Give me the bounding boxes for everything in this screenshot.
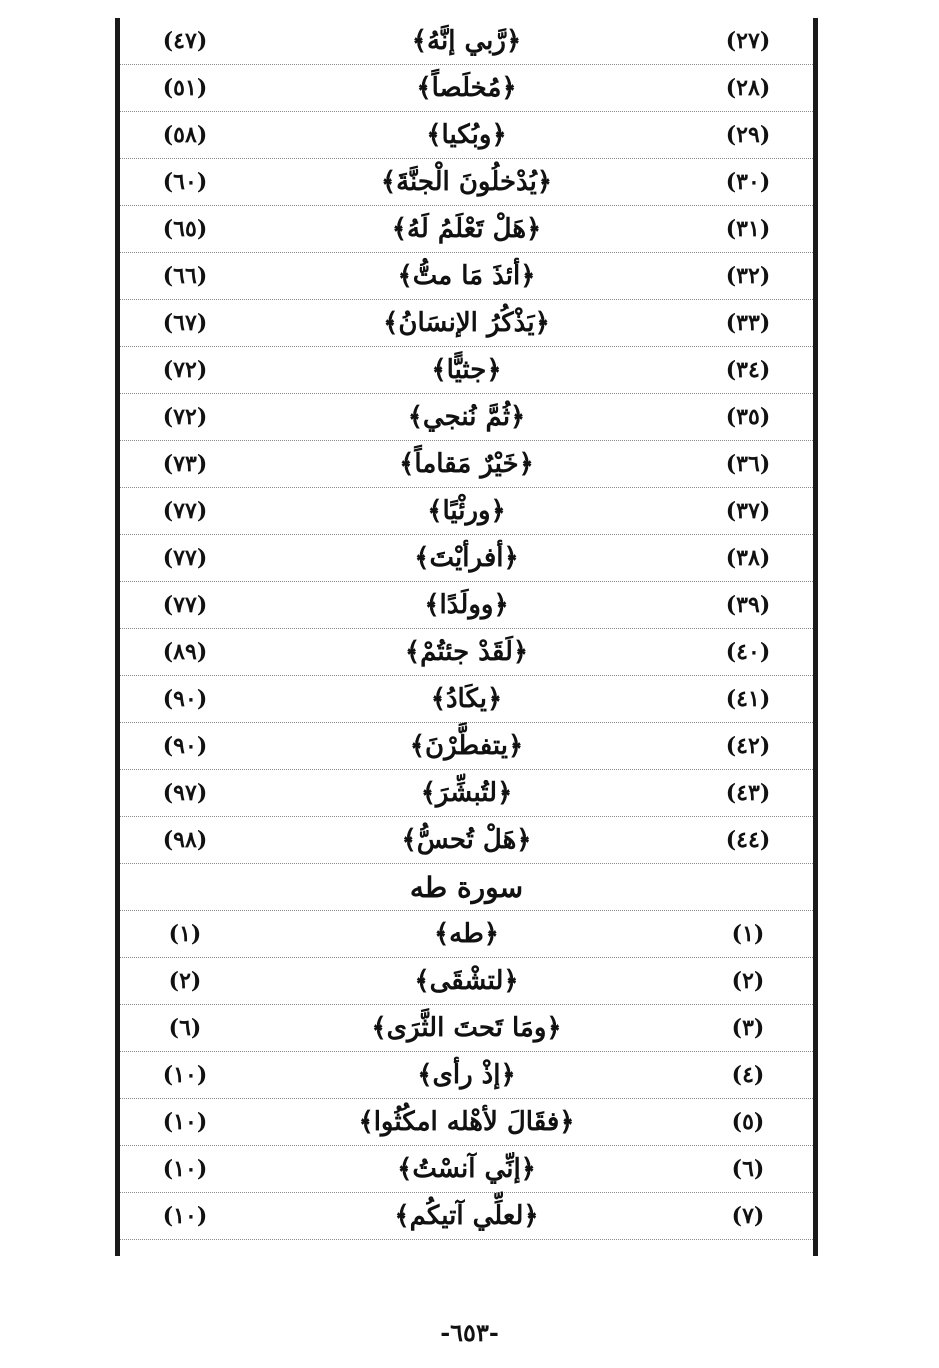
- quran-word: ﴿يَذْكُرُ الإنسَانُ﴾: [383, 308, 550, 338]
- quran-word: ﴿لعلِّي آتيكُم﴾: [394, 1201, 539, 1231]
- entry-number: (٢): [731, 968, 765, 994]
- table-row: [120, 206, 813, 253]
- table-row: [120, 1099, 813, 1146]
- table-row: [120, 112, 813, 159]
- index-group-taha: [120, 911, 813, 1240]
- quran-word: ﴿جثيًّا﴾: [431, 355, 502, 385]
- verse-number: (١): [168, 921, 202, 947]
- page-frame: [115, 18, 818, 1256]
- entry-number: (٣٧): [725, 498, 771, 524]
- entry-number: (٣٥): [725, 404, 771, 430]
- table-row: [120, 394, 813, 441]
- verse-number: (٥١): [162, 75, 208, 101]
- entry-number: (٣٦): [725, 451, 771, 477]
- verse-number: (٦٦): [162, 263, 208, 289]
- verse-number: (٧٢): [162, 357, 208, 383]
- verse-number: (٧٧): [162, 545, 208, 571]
- surah-heading: سورة طه: [409, 870, 524, 904]
- entry-number: (٣١): [725, 216, 771, 242]
- table-row: [120, 253, 813, 300]
- verse-number: (٢): [168, 968, 202, 994]
- table-row: [120, 723, 813, 770]
- quran-word: ﴿طه﴾: [433, 919, 500, 949]
- entry-number: (٣٢): [725, 263, 771, 289]
- verse-number: (١٠): [162, 1109, 208, 1135]
- verse-number: (١٠): [162, 1156, 208, 1182]
- entry-number: (٤): [731, 1062, 765, 1088]
- entry-number: (٣٤): [725, 357, 771, 383]
- table-row: [120, 1005, 813, 1052]
- table-row: [120, 300, 813, 347]
- verse-number: (٧٧): [162, 592, 208, 618]
- entry-number: (٣٣): [725, 310, 771, 336]
- verse-number: (٩٠): [162, 733, 208, 759]
- table-row: [120, 770, 813, 817]
- verse-number: (٦): [168, 1015, 202, 1041]
- index-table: [120, 18, 813, 1240]
- table-row: [120, 1146, 813, 1193]
- entry-number: (٤١): [725, 686, 771, 712]
- table-row: [120, 65, 813, 112]
- entry-number: (٢٧): [725, 28, 771, 54]
- entry-number: (٣٠): [725, 169, 771, 195]
- entry-number: (٧): [731, 1203, 765, 1229]
- quran-word: ﴿فقَالَ لأهْله امكُثُوا﴾: [358, 1107, 575, 1137]
- table-row: [120, 817, 813, 864]
- verse-number: (٧٢): [162, 404, 208, 430]
- entry-number: (٣): [731, 1015, 765, 1041]
- entry-number: (١): [731, 921, 765, 947]
- verse-number: (٦٠): [162, 169, 208, 195]
- table-row: [120, 535, 813, 582]
- table-row: [120, 582, 813, 629]
- quran-word: ﴿لتُبشِّرَ﴾: [420, 778, 513, 808]
- quran-word: ﴿مُخلَصاً﴾: [416, 73, 517, 103]
- quran-word: ﴿هَلْ تُحسُّ﴾: [401, 825, 532, 855]
- verse-number: (٩٠): [162, 686, 208, 712]
- table-row: [120, 488, 813, 535]
- table-row: [120, 159, 813, 206]
- surah-heading-row: [120, 864, 813, 911]
- entry-number: (٤٢): [725, 733, 771, 759]
- entry-number: (٥): [731, 1109, 765, 1135]
- table-row: [120, 958, 813, 1005]
- table-row: [120, 1052, 813, 1099]
- quran-word: ﴿ورئْيًا﴾: [427, 496, 506, 526]
- table-row: [120, 18, 813, 65]
- quran-word: ﴿لَقَدْ جئتُمْ﴾: [404, 637, 529, 667]
- entry-number: (٤٠): [725, 639, 771, 665]
- quran-word: ﴿يُدْخلُونَ الْجنَّةَ﴾: [380, 167, 553, 197]
- table-row: [120, 347, 813, 394]
- verse-number: (٩٨): [162, 827, 208, 853]
- quran-word: ﴿يكَادُ﴾: [430, 684, 503, 714]
- verse-number: (٥٨): [162, 122, 208, 148]
- verse-number: (١٠): [162, 1203, 208, 1229]
- entry-number: (٣٩): [725, 592, 771, 618]
- entry-number: (٢٩): [725, 122, 771, 148]
- quran-word: ﴿لتشْقَى﴾: [414, 966, 519, 996]
- quran-word: ﴿ثُمَّ نُنجي﴾: [407, 402, 526, 432]
- verse-number: (٩٧): [162, 780, 208, 806]
- verse-number: (٦٧): [162, 310, 208, 336]
- right-border-rule: [813, 18, 818, 1256]
- entry-number: (٢٨): [725, 75, 771, 101]
- quran-word: ﴿أئذَ مَا متُّ﴾: [397, 261, 536, 291]
- table-row: [120, 676, 813, 723]
- entry-number: (٣٨): [725, 545, 771, 571]
- verse-number: (٨٩): [162, 639, 208, 665]
- page-number: -٦٥٣-: [440, 1318, 499, 1347]
- entry-number: (٦): [731, 1156, 765, 1182]
- verse-number: (١٠): [162, 1062, 208, 1088]
- quran-word: ﴿وبُكيا﴾: [426, 120, 507, 150]
- index-group-maryam: [120, 18, 813, 864]
- table-row: [120, 1193, 813, 1240]
- entry-number: (٤٤): [725, 827, 771, 853]
- quran-word: ﴿خَيْرٌ مَقاماً﴾: [399, 449, 534, 479]
- verse-number: (٧٧): [162, 498, 208, 524]
- quran-word: ﴿أفرأيْتَ﴾: [414, 543, 519, 573]
- table-row: [120, 911, 813, 958]
- quran-word: ﴿إنِّي آنسْتُ﴾: [397, 1154, 536, 1184]
- table-row: [120, 441, 813, 488]
- verse-number: (٤٧): [162, 28, 208, 54]
- table-row: [120, 629, 813, 676]
- quran-word: ﴿رَّبي إنَّهُ﴾: [411, 26, 522, 56]
- quran-word: ﴿وولَدًا﴾: [424, 590, 509, 620]
- quran-word: ﴿ومَا تَحتَ الثَّرَى﴾: [371, 1013, 562, 1043]
- quran-word: ﴿يتفطَّرْنَ﴾: [409, 731, 524, 761]
- quran-word: ﴿إذْ رأى﴾: [417, 1060, 516, 1090]
- verse-number: (٦٥): [162, 216, 208, 242]
- entry-number: (٤٣): [725, 780, 771, 806]
- quran-word: ﴿هَلْ تَعْلَمُ لَهُ﴾: [391, 214, 542, 244]
- verse-number: (٧٣): [162, 451, 208, 477]
